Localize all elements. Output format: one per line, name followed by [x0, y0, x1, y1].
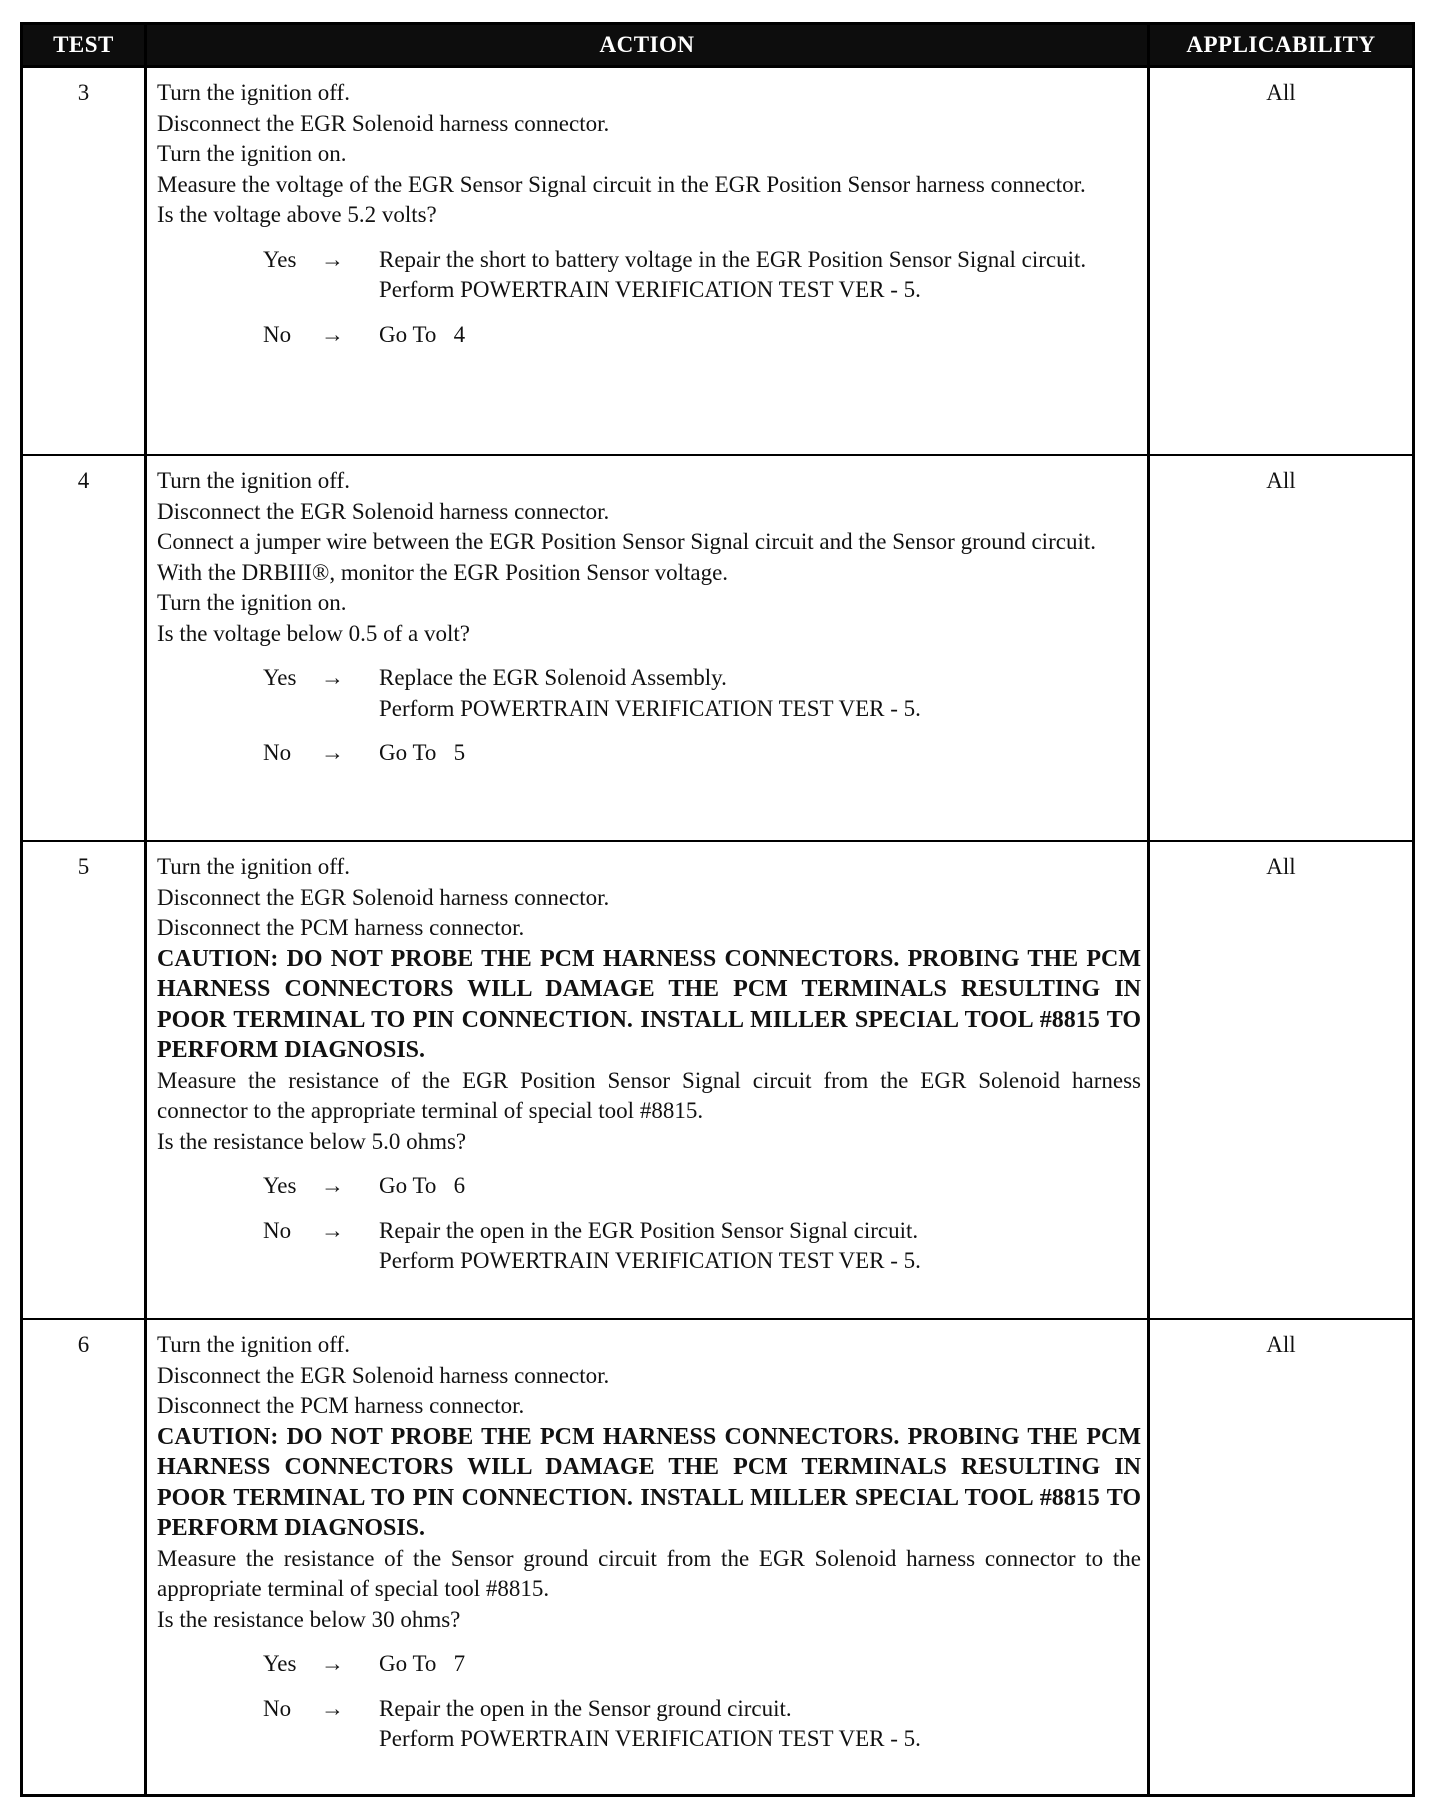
action-step: Turn the ignition off. — [157, 1332, 350, 1357]
result-line: Perform POWERTRAIN VERIFICATION TEST VER - 5. — [379, 1248, 921, 1273]
arrow-icon: → — [321, 1651, 344, 1676]
result-line: Go To 5 — [379, 740, 466, 765]
action-question: Is the voltage below 0.5 of a volt? — [157, 620, 470, 646]
yes-result — [379, 245, 1141, 306]
no-result — [379, 1216, 1141, 1277]
no-label: No — [263, 740, 292, 765]
yes-label: Yes — [263, 1651, 297, 1676]
test-number: 4 — [22, 455, 146, 841]
answer-options — [157, 1649, 1141, 1755]
table-row — [22, 455, 1414, 841]
arrow-icon: → — [321, 246, 344, 272]
table-row — [22, 841, 1414, 1319]
no-label: No — [263, 1695, 292, 1721]
answer-options — [157, 245, 1141, 351]
diagnostic-test-sheet — [20, 22, 1412, 1797]
applicability-value: All — [1149, 1319, 1414, 1796]
no-result — [379, 320, 1141, 351]
action-step: Disconnect the PCM harness connector. — [157, 915, 525, 940]
action-cell — [146, 67, 1149, 456]
applicability-value: All — [1149, 841, 1414, 1319]
result-line: Perform POWERTRAIN VERIFICATION TEST VER - 5. — [379, 695, 921, 721]
no-result — [379, 738, 1141, 769]
action-question: Is the voltage above 5.2 volts? — [157, 202, 437, 227]
yes-option — [263, 1649, 1141, 1680]
action-step: Turn the ignition off. — [157, 854, 350, 879]
header-applicability: APPLICABILITY — [1149, 24, 1414, 67]
result-line: Go To 4 — [379, 321, 466, 347]
no-label: No — [263, 321, 292, 347]
action-cell — [146, 1319, 1149, 1796]
arrow-icon: → — [321, 665, 344, 690]
action-step: Measure the voltage of the EGR Sensor Signal circuit in the EGR Position Sensor harness connector. — [157, 171, 1086, 197]
arrow-icon: → — [321, 1217, 344, 1243]
action-step: Disconnect the PCM harness connector. — [157, 1393, 525, 1418]
action-step: With the DRBIII®, monitor the EGR Position Sensor voltage. — [157, 559, 729, 585]
yes-option — [263, 1171, 1141, 1202]
yes-result — [379, 1171, 1141, 1202]
result-line: Replace the EGR Solenoid Assembly. — [379, 665, 727, 690]
header-action: ACTION — [146, 24, 1149, 67]
arrow-icon: → — [321, 740, 344, 765]
applicability-value: All — [1149, 67, 1414, 456]
arrow-icon: → — [321, 1695, 344, 1721]
result-line: Repair the open in the EGR Position Sensor Signal circuit. — [379, 1217, 919, 1243]
no-result — [379, 1694, 1141, 1755]
action-step: Measure the resistance of the EGR Position Sensor Signal circuit from the EGR Solenoid harness connector to the appropriate terminal of special tool #8815. — [157, 1067, 1141, 1123]
action-cell — [146, 841, 1149, 1319]
yes-option — [263, 245, 1141, 306]
result-line: Go To 6 — [379, 1173, 466, 1198]
action-step: Disconnect the EGR Solenoid harness connector. — [157, 1362, 610, 1388]
no-option — [263, 1694, 1141, 1755]
answer-options — [157, 663, 1141, 769]
action-step: Turn the ignition on. — [157, 141, 347, 166]
test-table — [20, 22, 1415, 1797]
arrow-icon: → — [321, 321, 344, 347]
action-step: Measure the resistance of the Sensor ground circuit from the EGR Solenoid harness connector to the appropriate terminal of special tool #8815. — [157, 1545, 1141, 1601]
action-step: Disconnect the EGR Solenoid harness connector. — [157, 884, 610, 910]
no-label: No — [263, 1217, 292, 1243]
action-step: Turn the ignition on. — [157, 590, 347, 615]
action-cell — [146, 455, 1149, 841]
yes-label: Yes — [263, 1173, 297, 1198]
action-step: Disconnect the EGR Solenoid harness connector. — [157, 498, 610, 524]
action-question: Is the resistance below 30 ohms? — [157, 1606, 461, 1632]
action-step: Connect a jumper wire between the EGR Position Sensor Signal circuit and the Sensor ground circuit. — [157, 529, 1096, 554]
result-line: Perform POWERTRAIN VERIFICATION TEST VER - 5. — [379, 1726, 921, 1751]
no-option — [263, 1216, 1141, 1277]
applicability-value: All — [1149, 455, 1414, 841]
action-step: Turn the ignition off. — [157, 80, 350, 105]
yes-option — [263, 663, 1141, 724]
answer-options — [157, 1171, 1141, 1277]
caution-notice: CAUTION: DO NOT PROBE THE PCM HARNESS CONNECTORS. PROBING THE PCM HARNESS CONNECTORS WILL DAMAGE THE PCM TERMINALS RESULTING IN POOR TERMINAL TO PIN CONNECTION. INSTALL MILLER SPECIAL TOOL #8815 TO PERFORM DIAGNOSIS. — [157, 945, 1141, 1063]
test-number: 6 — [22, 1319, 146, 1796]
arrow-icon: → — [321, 1173, 344, 1198]
no-option — [263, 320, 1141, 351]
result-line: Perform POWERTRAIN VERIFICATION TEST VER - 5. — [379, 277, 921, 302]
action-step: Disconnect the EGR Solenoid harness connector. — [157, 110, 610, 136]
table-row — [22, 67, 1414, 456]
action-question: Is the resistance below 5.0 ohms? — [157, 1128, 467, 1154]
test-number: 3 — [22, 67, 146, 456]
result-line: Repair the open in the Sensor ground circuit. — [379, 1695, 792, 1721]
test-number: 5 — [22, 841, 146, 1319]
yes-label: Yes — [263, 246, 297, 272]
result-line: Repair the short to battery voltage in the EGR Position Sensor Signal circuit. — [379, 246, 1087, 272]
action-step: Turn the ignition off. — [157, 468, 350, 493]
caution-notice: CAUTION: DO NOT PROBE THE PCM HARNESS CONNECTORS. PROBING THE PCM HARNESS CONNECTORS WILL DAMAGE THE PCM TERMINALS RESULTING IN POOR TERMINAL TO PIN CONNECTION. INSTALL MILLER SPECIAL TOOL #8815 TO PERFORM DIAGNOSIS. — [157, 1423, 1141, 1541]
yes-result — [379, 1649, 1141, 1680]
table-header-row — [22, 24, 1414, 67]
yes-result — [379, 663, 1141, 724]
result-line: Go To 7 — [379, 1651, 466, 1676]
header-test: TEST — [22, 24, 146, 67]
table-row — [22, 1319, 1414, 1796]
no-option — [263, 738, 1141, 769]
yes-label: Yes — [263, 665, 297, 690]
